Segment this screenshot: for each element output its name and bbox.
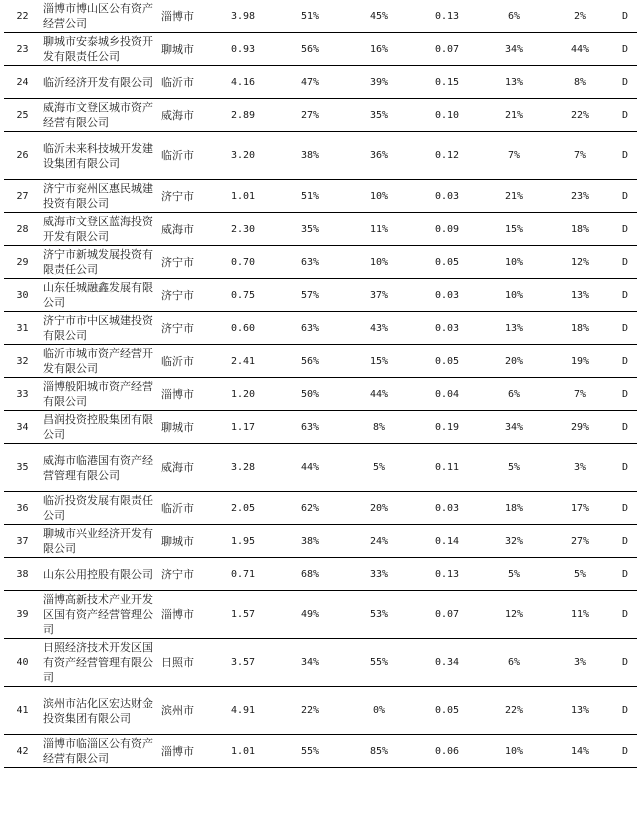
city-cell: 威海市 — [159, 444, 211, 492]
rank-cell: 37 — [4, 525, 41, 558]
value-6-cell: 18% — [547, 213, 613, 246]
value-4-cell: 0.06 — [413, 735, 481, 768]
rank-cell: 27 — [4, 180, 41, 213]
value-3-cell: 0% — [345, 687, 413, 735]
value-6-cell: 27% — [547, 525, 613, 558]
grade-cell: D — [613, 639, 637, 687]
value-3-cell: 36% — [345, 132, 413, 180]
grade-cell: D — [613, 0, 637, 33]
value-6-cell: 18% — [547, 312, 613, 345]
rank-cell: 26 — [4, 132, 41, 180]
value-1-cell: 3.28 — [211, 444, 275, 492]
value-1-cell: 2.41 — [211, 345, 275, 378]
company-name-cell: 滨州市沾化区宏达财金投资集团有限公司 — [41, 687, 159, 735]
value-2-cell: 56% — [275, 33, 345, 66]
value-2-cell: 49% — [275, 591, 345, 639]
company-name-cell: 临沂投资发展有限责任公司 — [41, 492, 159, 525]
value-4-cell: 0.09 — [413, 213, 481, 246]
value-4-cell: 0.03 — [413, 180, 481, 213]
value-3-cell: 24% — [345, 525, 413, 558]
value-6-cell: 12% — [547, 246, 613, 279]
value-3-cell: 15% — [345, 345, 413, 378]
value-2-cell: 35% — [275, 213, 345, 246]
grade-cell: D — [613, 180, 637, 213]
city-cell: 济宁市 — [159, 312, 211, 345]
value-1-cell: 4.91 — [211, 687, 275, 735]
table-row — [4, 0, 637, 33]
value-6-cell: 3% — [547, 639, 613, 687]
value-1-cell: 3.57 — [211, 639, 275, 687]
value-2-cell: 38% — [275, 132, 345, 180]
value-3-cell: 85% — [345, 735, 413, 768]
value-1-cell: 2.05 — [211, 492, 275, 525]
value-6-cell: 29% — [547, 411, 613, 444]
value-1-cell: 0.71 — [211, 558, 275, 591]
city-cell: 聊城市 — [159, 33, 211, 66]
value-2-cell: 44% — [275, 444, 345, 492]
value-3-cell: 5% — [345, 444, 413, 492]
value-5-cell: 20% — [481, 345, 547, 378]
company-name-cell: 威海市文登区蓝海投资开发有限公司 — [41, 213, 159, 246]
value-3-cell: 16% — [345, 33, 413, 66]
value-3-cell: 10% — [345, 246, 413, 279]
rank-cell: 31 — [4, 312, 41, 345]
value-2-cell: 51% — [275, 180, 345, 213]
value-2-cell: 63% — [275, 246, 345, 279]
city-cell: 临沂市 — [159, 345, 211, 378]
table-row — [4, 687, 637, 735]
value-5-cell: 12% — [481, 591, 547, 639]
table-body — [4, 0, 637, 768]
value-6-cell: 3% — [547, 444, 613, 492]
value-4-cell: 0.19 — [413, 411, 481, 444]
value-5-cell: 18% — [481, 492, 547, 525]
value-5-cell: 10% — [481, 279, 547, 312]
value-2-cell: 50% — [275, 378, 345, 411]
value-5-cell: 22% — [481, 687, 547, 735]
grade-cell: D — [613, 591, 637, 639]
value-2-cell: 68% — [275, 558, 345, 591]
value-4-cell: 0.13 — [413, 0, 481, 33]
city-cell: 临沂市 — [159, 66, 211, 99]
value-3-cell: 35% — [345, 99, 413, 132]
city-cell: 淄博市 — [159, 378, 211, 411]
value-5-cell: 13% — [481, 66, 547, 99]
company-name-cell: 聊城市兴业经济开发有限公司 — [41, 525, 159, 558]
rank-cell: 40 — [4, 639, 41, 687]
table-row — [4, 246, 637, 279]
value-3-cell: 44% — [345, 378, 413, 411]
value-3-cell: 33% — [345, 558, 413, 591]
company-name-cell: 济宁市市中区城建投资有限公司 — [41, 312, 159, 345]
grade-cell: D — [613, 735, 637, 768]
city-cell: 济宁市 — [159, 279, 211, 312]
value-1-cell: 0.75 — [211, 279, 275, 312]
grade-cell: D — [613, 558, 637, 591]
value-1-cell: 0.93 — [211, 33, 275, 66]
rank-cell: 28 — [4, 213, 41, 246]
rank-cell: 39 — [4, 591, 41, 639]
value-4-cell: 0.11 — [413, 444, 481, 492]
value-2-cell: 62% — [275, 492, 345, 525]
value-6-cell: 5% — [547, 558, 613, 591]
city-cell: 滨州市 — [159, 687, 211, 735]
value-6-cell: 7% — [547, 132, 613, 180]
value-4-cell: 0.34 — [413, 639, 481, 687]
company-name-cell: 临沂经济开发有限公司 — [41, 66, 159, 99]
city-cell: 临沂市 — [159, 492, 211, 525]
grade-cell: D — [613, 33, 637, 66]
city-cell: 日照市 — [159, 639, 211, 687]
value-3-cell: 43% — [345, 312, 413, 345]
value-3-cell: 10% — [345, 180, 413, 213]
company-name-cell: 聊城市安泰城乡投资开发有限责任公司 — [41, 33, 159, 66]
value-2-cell: 22% — [275, 687, 345, 735]
table-row — [4, 639, 637, 687]
rank-cell: 22 — [4, 0, 41, 33]
rank-cell: 34 — [4, 411, 41, 444]
city-cell: 济宁市 — [159, 180, 211, 213]
rank-cell: 41 — [4, 687, 41, 735]
grade-cell: D — [613, 687, 637, 735]
value-6-cell: 17% — [547, 492, 613, 525]
table-row — [4, 525, 637, 558]
rank-cell: 38 — [4, 558, 41, 591]
value-6-cell: 13% — [547, 687, 613, 735]
value-5-cell: 7% — [481, 132, 547, 180]
grade-cell: D — [613, 345, 637, 378]
value-1-cell: 1.57 — [211, 591, 275, 639]
table-row — [4, 99, 637, 132]
table-row — [4, 180, 637, 213]
rank-cell: 42 — [4, 735, 41, 768]
value-1-cell: 2.30 — [211, 213, 275, 246]
rank-cell: 36 — [4, 492, 41, 525]
value-6-cell: 8% — [547, 66, 613, 99]
value-1-cell: 0.60 — [211, 312, 275, 345]
table-row — [4, 213, 637, 246]
value-5-cell: 6% — [481, 639, 547, 687]
rank-cell: 25 — [4, 99, 41, 132]
rank-cell: 32 — [4, 345, 41, 378]
value-2-cell: 63% — [275, 411, 345, 444]
table-row — [4, 444, 637, 492]
table-row — [4, 279, 637, 312]
grade-cell: D — [613, 246, 637, 279]
value-5-cell: 21% — [481, 180, 547, 213]
value-3-cell: 45% — [345, 0, 413, 33]
value-6-cell: 44% — [547, 33, 613, 66]
company-name-cell: 淄博市博山区公有资产经营公司 — [41, 0, 159, 33]
value-4-cell: 0.05 — [413, 246, 481, 279]
table-row — [4, 33, 637, 66]
grade-cell: D — [613, 525, 637, 558]
value-6-cell: 22% — [547, 99, 613, 132]
company-name-cell: 淄博般阳城市资产经营有限公司 — [41, 378, 159, 411]
table-row — [4, 66, 637, 99]
table-row — [4, 132, 637, 180]
value-5-cell: 34% — [481, 33, 547, 66]
table-row — [4, 312, 637, 345]
value-3-cell: 39% — [345, 66, 413, 99]
value-1-cell: 1.01 — [211, 180, 275, 213]
table-row — [4, 411, 637, 444]
value-3-cell: 55% — [345, 639, 413, 687]
city-cell: 威海市 — [159, 99, 211, 132]
table-row — [4, 591, 637, 639]
company-name-cell: 济宁市兖州区惠民城建投资有限公司 — [41, 180, 159, 213]
value-1-cell: 1.20 — [211, 378, 275, 411]
value-1-cell: 1.01 — [211, 735, 275, 768]
grade-cell: D — [613, 444, 637, 492]
grade-cell: D — [613, 411, 637, 444]
city-cell: 聊城市 — [159, 411, 211, 444]
rank-cell: 30 — [4, 279, 41, 312]
value-3-cell: 20% — [345, 492, 413, 525]
value-4-cell: 0.03 — [413, 279, 481, 312]
value-4-cell: 0.14 — [413, 525, 481, 558]
value-6-cell: 23% — [547, 180, 613, 213]
company-name-cell: 日照经济技术开发区国有资产经营管理有限公司 — [41, 639, 159, 687]
value-2-cell: 47% — [275, 66, 345, 99]
city-cell: 临沂市 — [159, 132, 211, 180]
value-4-cell: 0.12 — [413, 132, 481, 180]
city-cell: 淄博市 — [159, 591, 211, 639]
ranking-table — [4, 0, 637, 768]
company-name-cell: 临沂未来科技城开发建设集团有限公司 — [41, 132, 159, 180]
company-name-cell: 威海市文登区城市资产经营有限公司 — [41, 99, 159, 132]
rank-cell: 29 — [4, 246, 41, 279]
company-name-cell: 济宁市新城发展投资有限责任公司 — [41, 246, 159, 279]
value-2-cell: 57% — [275, 279, 345, 312]
city-cell: 济宁市 — [159, 558, 211, 591]
value-2-cell: 56% — [275, 345, 345, 378]
value-4-cell: 0.07 — [413, 591, 481, 639]
table-row — [4, 735, 637, 768]
value-5-cell: 10% — [481, 735, 547, 768]
value-3-cell: 53% — [345, 591, 413, 639]
value-5-cell: 5% — [481, 444, 547, 492]
rank-cell: 24 — [4, 66, 41, 99]
table-row — [4, 378, 637, 411]
company-name-cell: 淄博高新技术产业开发区国有资产经营管理公司 — [41, 591, 159, 639]
value-2-cell: 34% — [275, 639, 345, 687]
grade-cell: D — [613, 312, 637, 345]
value-1-cell: 3.98 — [211, 0, 275, 33]
value-6-cell: 13% — [547, 279, 613, 312]
value-6-cell: 7% — [547, 378, 613, 411]
city-cell: 淄博市 — [159, 0, 211, 33]
value-3-cell: 8% — [345, 411, 413, 444]
value-5-cell: 6% — [481, 378, 547, 411]
value-2-cell: 63% — [275, 312, 345, 345]
grade-cell: D — [613, 132, 637, 180]
value-6-cell: 14% — [547, 735, 613, 768]
value-2-cell: 27% — [275, 99, 345, 132]
grade-cell: D — [613, 492, 637, 525]
city-cell: 淄博市 — [159, 735, 211, 768]
city-cell: 聊城市 — [159, 525, 211, 558]
value-1-cell: 4.16 — [211, 66, 275, 99]
value-4-cell: 0.05 — [413, 345, 481, 378]
value-5-cell: 5% — [481, 558, 547, 591]
value-3-cell: 37% — [345, 279, 413, 312]
city-cell: 济宁市 — [159, 246, 211, 279]
value-1-cell: 0.70 — [211, 246, 275, 279]
company-name-cell: 昌润投资控股集团有限公司 — [41, 411, 159, 444]
grade-cell: D — [613, 66, 637, 99]
grade-cell: D — [613, 279, 637, 312]
table-row — [4, 558, 637, 591]
value-6-cell: 2% — [547, 0, 613, 33]
table-row — [4, 492, 637, 525]
value-2-cell: 51% — [275, 0, 345, 33]
table-row — [4, 345, 637, 378]
value-5-cell: 21% — [481, 99, 547, 132]
grade-cell: D — [613, 213, 637, 246]
rank-cell: 33 — [4, 378, 41, 411]
company-name-cell: 临沂市城市资产经营开发有限公司 — [41, 345, 159, 378]
value-5-cell: 15% — [481, 213, 547, 246]
value-2-cell: 55% — [275, 735, 345, 768]
rank-cell: 35 — [4, 444, 41, 492]
value-1-cell: 1.95 — [211, 525, 275, 558]
value-6-cell: 19% — [547, 345, 613, 378]
value-1-cell: 3.20 — [211, 132, 275, 180]
value-4-cell: 0.05 — [413, 687, 481, 735]
value-4-cell: 0.03 — [413, 312, 481, 345]
value-5-cell: 34% — [481, 411, 547, 444]
value-5-cell: 13% — [481, 312, 547, 345]
value-4-cell: 0.10 — [413, 99, 481, 132]
company-name-cell: 山东任城融鑫发展有限公司 — [41, 279, 159, 312]
value-5-cell: 10% — [481, 246, 547, 279]
value-5-cell: 6% — [481, 0, 547, 33]
value-6-cell: 11% — [547, 591, 613, 639]
value-2-cell: 38% — [275, 525, 345, 558]
grade-cell: D — [613, 99, 637, 132]
value-3-cell: 11% — [345, 213, 413, 246]
value-4-cell: 0.15 — [413, 66, 481, 99]
value-4-cell: 0.03 — [413, 492, 481, 525]
company-name-cell: 山东公用控股有限公司 — [41, 558, 159, 591]
value-1-cell: 2.89 — [211, 99, 275, 132]
value-1-cell: 1.17 — [211, 411, 275, 444]
value-4-cell: 0.13 — [413, 558, 481, 591]
rank-cell: 23 — [4, 33, 41, 66]
value-4-cell: 0.04 — [413, 378, 481, 411]
value-5-cell: 32% — [481, 525, 547, 558]
company-name-cell: 威海市临港国有资产经营管理有限公司 — [41, 444, 159, 492]
value-4-cell: 0.07 — [413, 33, 481, 66]
company-name-cell: 淄博市临淄区公有资产经营有限公司 — [41, 735, 159, 768]
grade-cell: D — [613, 378, 637, 411]
city-cell: 威海市 — [159, 213, 211, 246]
